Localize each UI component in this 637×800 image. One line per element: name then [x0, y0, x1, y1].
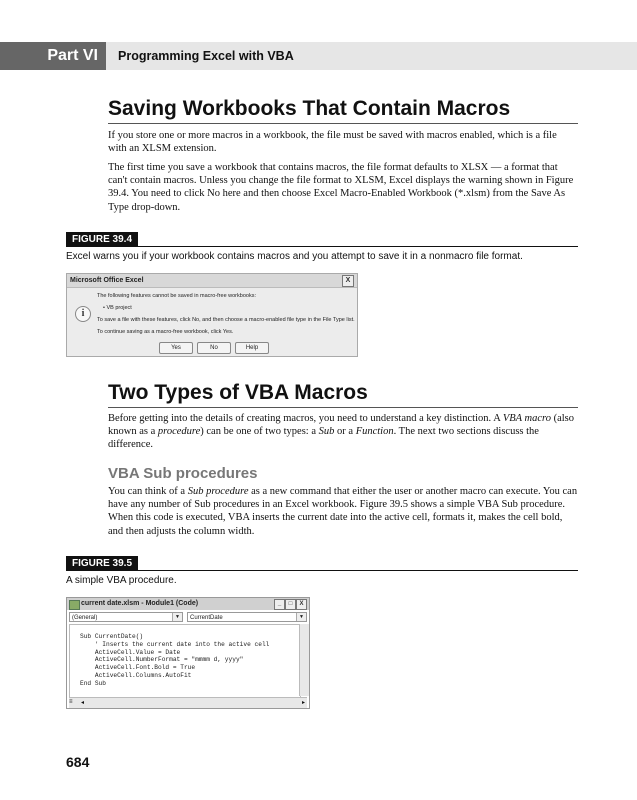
- term: Function: [355, 426, 394, 438]
- dialog-instruction: To save a file with these features, click No, and then choose a macro-enabled file type in the File Type list.: [97, 317, 355, 323]
- figure-label: FIGURE 39.4: [66, 232, 138, 247]
- term: Sub procedure: [187, 486, 249, 497]
- code-line[interactable]: ActiveCell.NumberFormat = "mmmm d, yyyy": [80, 656, 244, 664]
- yes-button[interactable]: Yes: [159, 342, 193, 354]
- term: VBA macro: [502, 413, 551, 424]
- scroll-left-icon[interactable]: ◂: [81, 700, 85, 706]
- procedure-combo[interactable]: [187, 612, 307, 622]
- figure-caption: A simple VBA procedure.: [66, 575, 177, 586]
- warning-dialog: [66, 273, 358, 357]
- code-line[interactable]: ' Inserts the current date into the active cell: [80, 640, 270, 648]
- vba-code-window: [66, 597, 310, 709]
- paragraph: The first time you save a workbook that contains macros, the file format defaults to XLSX — a format that can't contain macros. Unless you change the file format to XLSM, Excel displays the warning shown in Figure 39.4. You need to click No here and then choose Excel Macro-Enabled Workbook (*.xlsm) from the Save As Type drop-down.: [108, 162, 574, 213]
- section-heading-types: Two Types of VBA Macros: [108, 381, 368, 404]
- chevron-down-icon[interactable]: ▼: [172, 613, 182, 621]
- code-line[interactable]: ActiveCell.Font.Bold = True: [80, 664, 196, 672]
- figure-rule: [66, 570, 578, 571]
- subsection-heading: VBA Sub procedures: [108, 465, 258, 482]
- code-line[interactable]: End Sub: [80, 679, 106, 687]
- close-icon[interactable]: X: [342, 275, 354, 287]
- dialog-title: [67, 274, 357, 288]
- dialog-message: The following features cannot be saved in macro-free workbooks:: [97, 293, 256, 299]
- scroll-right-icon[interactable]: ▸: [301, 700, 305, 706]
- window-title: [67, 598, 309, 610]
- text-run: You can think of a: [108, 486, 188, 497]
- text-run: Before getting into the details of creating macros, you need to understand a key distinction. A: [108, 413, 503, 424]
- code-line[interactable]: ActiveCell.Columns.AutoFit: [80, 671, 192, 679]
- code-text[interactable]: [80, 633, 269, 688]
- figure-label: FIGURE 39.5: [66, 556, 138, 571]
- part-label: Part VI: [0, 42, 106, 70]
- help-button[interactable]: Help: [235, 342, 269, 354]
- part-title: Programming Excel with VBA: [118, 49, 294, 63]
- object-combo[interactable]: [69, 612, 183, 622]
- code-line[interactable]: Sub CurrentDate(): [80, 633, 144, 640]
- module-icon: [69, 600, 80, 610]
- figure-rule: [66, 246, 578, 247]
- page-number: 684: [66, 754, 90, 770]
- paragraph: [108, 412, 578, 452]
- heading-rule: [108, 123, 578, 124]
- maximize-icon[interactable]: □: [285, 599, 296, 610]
- text-run: . The next two sections discuss the difference.: [108, 426, 539, 451]
- term: Sub: [318, 426, 335, 438]
- chevron-down-icon[interactable]: ▼: [296, 613, 306, 621]
- heading-rule: [108, 407, 578, 408]
- dialog-feature: • VB project: [103, 305, 132, 311]
- text-run: or a: [334, 426, 356, 438]
- text-run: as a new command that either the user or another macro can execute. You can have any number of Sub procedures in an Excel workbook. Figure 39.5 shows a simple VBA Sub procedure. When this code is executed, VBA inserts the current date into the active cell, formats it, makes the cell bold, and then adjusts the column width.: [108, 486, 578, 537]
- window-title-text: current date.xlsm - Module1 (Code): [81, 600, 199, 607]
- text-run: (also known as a: [108, 413, 574, 438]
- vertical-scrollbar[interactable]: [299, 624, 309, 696]
- close-icon[interactable]: X: [296, 599, 307, 610]
- horizontal-scrollbar[interactable]: [69, 697, 307, 708]
- minimize-icon[interactable]: _: [274, 599, 285, 610]
- text-run: ) can be one of two types: a: [200, 426, 319, 438]
- no-button[interactable]: No: [197, 342, 231, 354]
- dialog-instruction: To continue saving as a macro-free workbook, click Yes.: [97, 329, 234, 335]
- combo-value: (General): [72, 615, 98, 621]
- section-heading-saving: Saving Workbooks That Contain Macros: [108, 97, 511, 120]
- figure-caption: Excel warns you if your workbook contains macros and you attempt to save it in a nonmacro file format.: [66, 251, 523, 262]
- code-pane[interactable]: [69, 624, 301, 698]
- paragraph: If you store one or more macros in a workbook, the file must be saved with macros enabled, which is a file with an XLSM extension.: [108, 130, 557, 155]
- info-icon: i: [75, 306, 91, 322]
- code-line[interactable]: ActiveCell.Value = Date: [80, 648, 181, 656]
- view-toggle-icon[interactable]: ≡: [69, 699, 73, 705]
- combo-value: CurrentDate: [190, 615, 223, 621]
- paragraph: [108, 485, 578, 538]
- dialog-title-text: Microsoft Office Excel: [70, 277, 144, 284]
- term: procedure: [157, 426, 201, 438]
